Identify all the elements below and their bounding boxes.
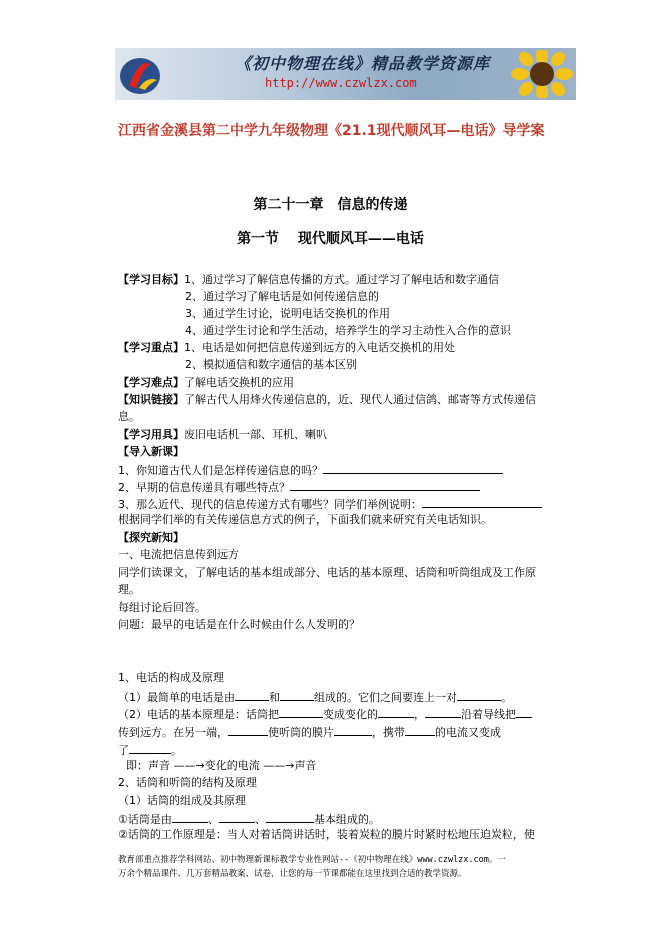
part1-line-3: [118, 724, 501, 740]
intro-label: 【导入新课】: [118, 445, 184, 458]
part1-line-2: [118, 706, 532, 722]
answer-blank[interactable]: [172, 811, 208, 823]
key-points-label: 【学习重点】: [118, 341, 184, 354]
footer-line-1: 教育部重点推荐学科网站、初中物理新课标教学专业性网站--《初中物理在线》www.czwlzx.com。一: [118, 855, 506, 865]
arrow-right-icon: ——→: [259, 759, 295, 772]
text: 声音: [294, 759, 317, 772]
answer-blank[interactable]: [290, 479, 480, 491]
document-title: 江西省金溪县第二中学九年级物理《21.1现代顺风耳—电话》导学案: [118, 123, 545, 139]
answer-blank[interactable]: [378, 706, 414, 718]
explore-paragraph-cont: 理。: [118, 583, 140, 596]
answer-blank[interactable]: [323, 462, 503, 474]
tools-label: 【学习用具】: [118, 428, 184, 441]
difficulty-text: 了解电话交换机的应用: [184, 376, 294, 389]
part1-line-1: [118, 689, 512, 705]
banner-url[interactable]: http://www.czwlzx.com: [265, 76, 417, 90]
footer-line-2: 万余个精品课件、几万套精品教案、试卷，让您的每一节课都能在这里找到合适的教学资源。: [118, 869, 467, 879]
text: 组成的。它们之间要连上一对: [314, 691, 457, 704]
text: 变化的电流: [204, 759, 260, 772]
text: 沿着导线把: [461, 708, 516, 721]
tools-line: [118, 428, 327, 442]
header-banner: [115, 48, 576, 100]
section-heading: 第一节 现代顺风耳——电话: [237, 231, 424, 247]
text: 了: [118, 744, 129, 757]
explore-heading: 一、电流把信息传到远方: [118, 548, 239, 561]
text: 使听筒的膜片: [268, 726, 334, 739]
key-point-item: 1、电话是如何把信息传递到远方的入电话交换机的用处: [184, 341, 455, 354]
page-footer: [118, 853, 548, 881]
text: 。: [501, 691, 512, 704]
explore-paragraph: 同学们读课文，了解电话的基本组成部分、电话的基本原理、话筒和听筒组成及工作原: [118, 566, 536, 579]
goal-item: 3、通过学生讨论，说明电话交换机的作用: [185, 307, 390, 320]
intro-q3-text: 3、那么近代、现代的信息传递方式有哪些？同学们举例说明：: [118, 498, 422, 511]
part1-heading: 1、电话的构成及原理: [118, 671, 224, 684]
answer-blank[interactable]: [266, 811, 314, 823]
answer-blank[interactable]: [235, 689, 269, 701]
answer-blank[interactable]: [129, 742, 171, 754]
text: 、: [254, 813, 266, 826]
answer-blank[interactable]: [405, 724, 435, 736]
difficulty-label: 【学习难点】: [118, 376, 184, 389]
text: ，: [414, 708, 425, 721]
text: 基本组成的。: [313, 813, 380, 826]
part2-line-1: [118, 811, 380, 827]
sunflower-icon: [511, 50, 573, 98]
goals-line-1: [118, 273, 499, 287]
text: （2）电话的基本原理是：话筒把: [118, 708, 279, 721]
link-label: 【知识链接】: [118, 393, 184, 406]
explore-question: 问题：最早的电话是在什么时候由什么人发明的？: [118, 618, 360, 631]
link-text: 了解古代人用烽火传递信息的，近、现代人通过信鸽、邮寄等方式传递信: [184, 393, 536, 406]
tools-text: 废旧电话机一部、耳机、喇叭: [184, 428, 327, 441]
explore-discussion: 每组讨论后回答。: [118, 601, 206, 614]
text: 变成变化的: [323, 708, 378, 721]
explore-label: 【探究新知】: [118, 531, 184, 544]
part2-heading: 2、话筒和听筒的结构及原理: [118, 776, 257, 789]
text: 。: [171, 744, 182, 757]
banner-title: 《初中物理在线》精品教学资源库: [235, 54, 491, 73]
text: ，携带: [372, 726, 405, 739]
text: ①话筒是由: [118, 813, 172, 826]
answer-blank[interactable]: [228, 724, 268, 736]
key-point-item: 2、模拟通信和数字通信的基本区别: [185, 358, 357, 371]
part2-line-2: ②话筒的工作原理是：当人对着话筒讲话时，装着炭粒的膜片时紧时松地压迫炭粒，使: [118, 828, 535, 841]
part2-sub: （1）话筒的组成及其原理: [118, 794, 246, 807]
text: 、: [207, 813, 219, 826]
key-points-line-1: [118, 341, 455, 355]
goal-item: 2、通过学习了解电话是如何传递信息的: [185, 290, 379, 303]
answer-blank[interactable]: [516, 706, 532, 718]
text: 和: [269, 691, 280, 704]
intro-q2-text: 2、早期的信息传递具有哪些特点？: [118, 481, 290, 494]
arrow-right-icon: ——→: [170, 759, 205, 772]
answer-blank[interactable]: [280, 689, 314, 701]
text: 的电流又变成: [435, 726, 501, 739]
answer-blank[interactable]: [219, 811, 255, 823]
intro-q1: [118, 462, 503, 478]
goals-label: 【学习目标】: [118, 273, 184, 286]
intro-q1-text: 1、你知道古代人们是怎样传递信息的吗？: [118, 464, 323, 477]
text: 传到远方。在另一端，: [118, 726, 228, 739]
link-text-cont: 息。: [118, 410, 140, 423]
answer-blank[interactable]: [422, 496, 542, 508]
link-line: [118, 393, 536, 407]
difficulty-line: [118, 376, 294, 390]
part1-line-4: [118, 742, 182, 758]
answer-blank[interactable]: [457, 689, 501, 701]
text: 即：声音: [126, 759, 170, 772]
chapter-heading: 第二十一章 信息的传递: [253, 197, 408, 213]
goal-item: 4、通过学生讨论和学生活动，培养学生的学习主动性入合作的意识: [185, 324, 511, 337]
answer-blank[interactable]: [334, 724, 372, 736]
answer-blank[interactable]: [279, 706, 323, 718]
logo-icon: [117, 50, 163, 98]
answer-blank[interactable]: [425, 706, 461, 718]
intro-q3: [118, 496, 542, 512]
intro-follow: 根据同学们举的有关传递信息方式的例子，下面我们就来研究有关电话知识。: [118, 513, 492, 526]
signal-flow: [126, 759, 316, 773]
goal-item: 1、通过学习了解信息传播的方式。通过学习了解电话和数字通信: [184, 273, 499, 286]
text: （1）最简单的电话是由: [118, 691, 235, 704]
intro-q2: [118, 479, 480, 495]
